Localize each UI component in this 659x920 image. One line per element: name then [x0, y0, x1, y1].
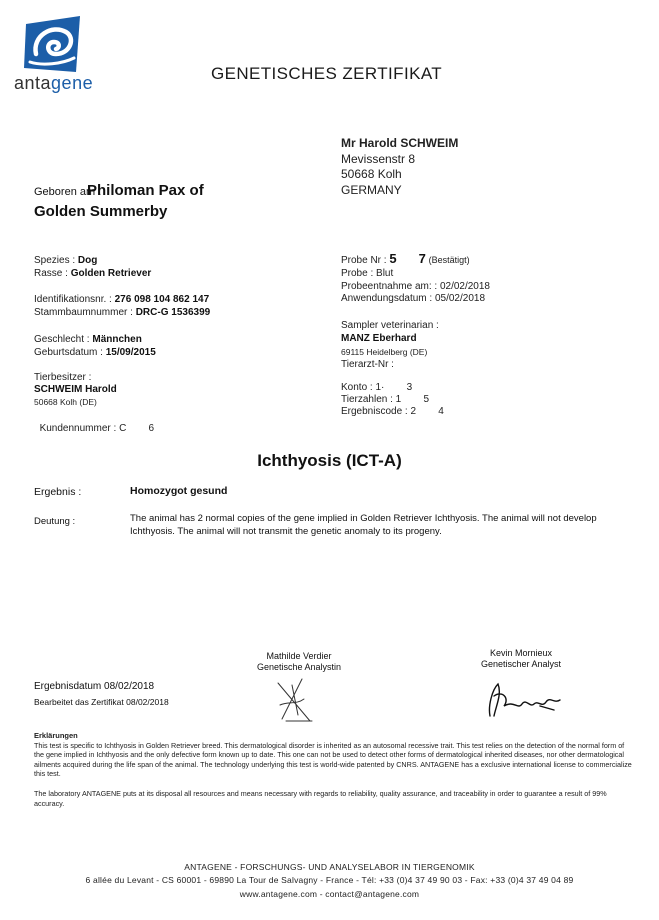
- id-value: 276 098 104 862 147: [114, 294, 210, 305]
- breed-row: [34, 268, 151, 281]
- test-title: Ichthyosis (ICT-A): [257, 451, 402, 470]
- pedigree-label: Stammbaumnummer :: [34, 307, 133, 318]
- recipient-address: [341, 136, 458, 198]
- interpretation-label: Deutung :: [34, 516, 76, 527]
- sampler-label: Sampler veterinarian :: [341, 320, 439, 331]
- owner-label: Tierbesitzer :: [34, 372, 92, 383]
- recipient-country: GERMANY: [341, 182, 402, 197]
- signatory-1-name: Mathilde Verdier: [266, 651, 332, 661]
- explanations: [34, 731, 634, 779]
- born-label: Geboren am :: [34, 186, 102, 198]
- sex-value: Männchen: [92, 334, 142, 345]
- processed-date: Bearbeitet das Zertifikat 08/02/2018: [34, 697, 169, 707]
- birthdate-label: Geburtsdatum :: [34, 347, 103, 358]
- sex-row: [34, 334, 142, 347]
- signatory-1-role: Genetische Analystin: [257, 662, 342, 672]
- lab-statement: The laboratory ANTAGENE puts at its disposal all resources and means necessary with regards to reliability, quality assurance, and traceability in order to guarantee a result of 99% accuracy.: [34, 789, 607, 808]
- logo-suffix: gene: [51, 73, 94, 93]
- sample-status: (Bestätigt): [428, 255, 470, 265]
- account-row: Konto : 1· 3: [341, 382, 413, 393]
- owner-city: 50668 Kolh (DE): [34, 397, 97, 407]
- birthdate-row: [34, 347, 156, 360]
- page-title: GENETISCHES ZERTIFIKAT: [211, 64, 443, 83]
- signatory-1: [257, 651, 341, 673]
- interpretation-text: The animal has 2 normal copies of the gene implied in Golden Retriever Ichthyosis. The animal will not develop Ichthyosis. The animal will not transmit the genetic anomaly to its progeny.: [130, 513, 597, 537]
- vet-number: Tierarzt-Nr :: [341, 359, 394, 370]
- signature-2-icon: [484, 676, 564, 722]
- signatory-2-role: Genetischer Analyst: [481, 659, 562, 669]
- customer-value: C 6: [119, 422, 155, 434]
- result-date: Ergebnisdatum 08/02/2018: [34, 681, 155, 692]
- signature-1-icon: [272, 675, 322, 727]
- dog-name-line2: Golden Summerby: [34, 203, 168, 220]
- sample-number-part1: 5: [389, 251, 397, 266]
- logo-mark-icon: [22, 14, 84, 76]
- logo-wordmark: [14, 73, 93, 94]
- id-label: Identifikationsnr. :: [34, 294, 112, 305]
- birthdate-value: 15/09/2015: [105, 347, 156, 358]
- sampler-city: 69115 Heidelberg (DE): [341, 347, 428, 357]
- owner-name: [34, 384, 117, 397]
- sample-number-row: [341, 253, 470, 268]
- application-date: Anwendungsdatum : 05/02/2018: [341, 293, 485, 304]
- breed-label: Rasse :: [34, 268, 68, 279]
- sex-label: Geschlecht :: [34, 334, 90, 345]
- signatory-2: [481, 648, 561, 670]
- signatory-2-name: Kevin Mornieux: [490, 648, 553, 658]
- explanations-heading: Erklärungen: [34, 731, 78, 740]
- sampler-name: [341, 333, 417, 346]
- recipient-street: Mevissenstr 8: [341, 151, 416, 166]
- sampler-name-value: MANZ Eberhard: [341, 333, 417, 344]
- pedigree-row: [34, 307, 210, 320]
- customer-row: [34, 410, 154, 435]
- footer-web: www.antagene.com - contact@antagene.com: [239, 889, 420, 899]
- sample-number-label: Probe Nr :: [341, 255, 387, 266]
- dog-name: [34, 180, 244, 222]
- antagene-logo: [14, 14, 94, 93]
- species-label: Spezies :: [34, 255, 76, 266]
- breed-value: Golden Retriever: [70, 268, 152, 279]
- result-code-row: Ergebniscode : 2 4: [341, 406, 444, 417]
- id-row: [34, 294, 209, 307]
- dog-name-line1: Philoman Pax of: [87, 182, 204, 199]
- footer-address: 6 allée du Levant - CS 60001 - 69890 La Tour de Salvagny - France - Tél: +33 (0)4 37 49 90 03 - Fax: +33 (0)4 37 49 04 89: [85, 875, 574, 885]
- recipient-name: Mr Harold SCHWEIM: [341, 136, 459, 150]
- sampling-date: Probeentnahme am: : 02/02/2018: [341, 281, 490, 292]
- animal-count-row: Tierzahlen : 1 5: [341, 394, 430, 405]
- sample-type: Probe : Blut: [341, 268, 394, 279]
- recipient-city: 50668 Kolh: [341, 167, 402, 181]
- explanations-text: This test is specific to Ichthyosis in Golden Retriever breed. This dermatological disorder is inherited as an autosomal recessive trait. This test relies on the detection of the normal form of the gene implied in Ichthyosis and the only defective form known up to date. This one can not be used to detect other forms of dermatological inherited diseases, nor other dermatological ailments acquired during the life span of the animal. The technology underlying this test is world-wide patented by CNRS. ANTAGENE has a exclusive international license to commercialize this test.: [34, 740, 632, 778]
- result-label: Ergebnis :: [34, 486, 82, 498]
- species-row: [34, 255, 97, 268]
- pedigree-value: DRC-G 1536399: [135, 307, 211, 318]
- owner-name-value: SCHWEIM Harold: [34, 384, 117, 395]
- footer-company: ANTAGENE - FORSCHUNGS- UND ANALYSELABOR IN TIERGENOMIK: [184, 862, 475, 872]
- customer-label: Kundennummer :: [39, 422, 117, 434]
- logo-prefix: anta: [14, 73, 52, 93]
- result-value: Homozygot gesund: [130, 485, 228, 497]
- species-value: Dog: [77, 255, 98, 266]
- sample-number-part2: 7: [418, 251, 426, 266]
